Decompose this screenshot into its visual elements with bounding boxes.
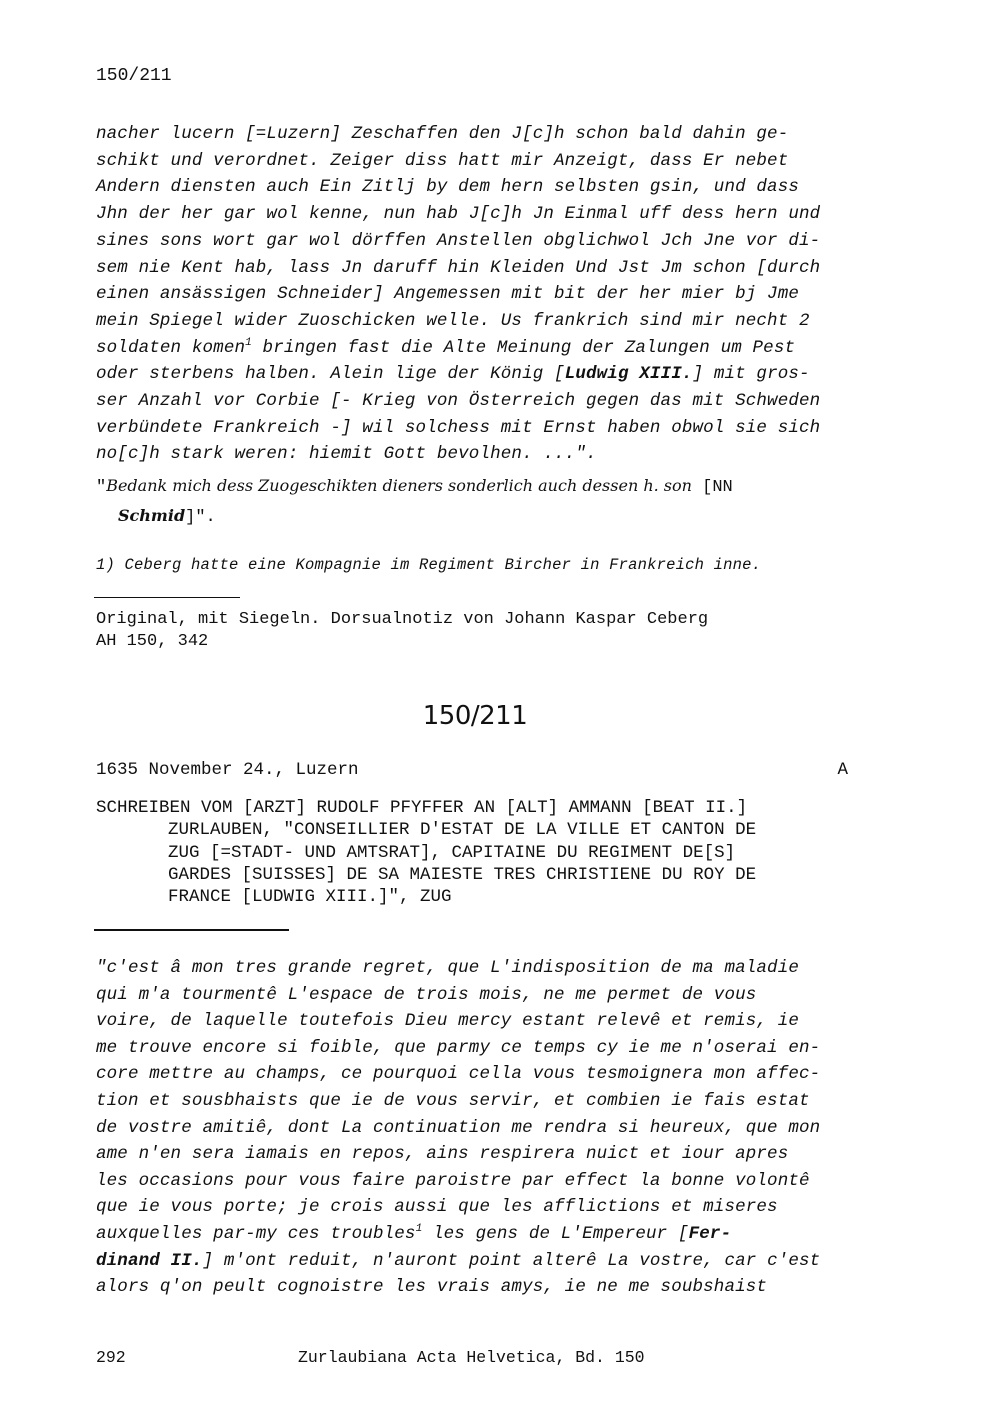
text-fragment: ] m'ont reduit, n'auront point alterê La vostre, car c'est (202, 1250, 821, 1271)
text-line: Andern diensten auch Ein Zitlj by dem hern selbsten gsin, und dass (96, 177, 800, 198)
text-line: "c'est â mon tres grande regret, que L'indisposition de ma maladie (96, 958, 800, 978)
script-name: Schmid (118, 506, 186, 525)
title-line: FRANCE [LUDWIG XIII.]", ZUG (168, 887, 452, 908)
divider (94, 597, 240, 598)
text-fragment: [NN (691, 478, 733, 497)
text-line: schikt und verordnet. Zeiger diss hatt mir Anzeigt, dass Er nebet (96, 150, 789, 171)
text-line: ame n'en sera iamais en repos, ains respirera nuict et iour apres (96, 1144, 789, 1165)
text-fragment: soldaten komen (96, 337, 246, 358)
text-line: que ie vous porte; je crois aussi que les afflictions et miseres (96, 1197, 778, 1218)
text-line: les occasions pour vous faire paroistre par effect la bonne volontê (96, 1170, 810, 1191)
letter-excerpt-2 (96, 955, 876, 1301)
text-line (96, 335, 876, 362)
title-line: ZURLAUBEN, "CONSEILLIER D'ESTAT DE LA VILLE ET CANTON DE (168, 820, 757, 841)
script-text: Bedank mich dess Zuogeschikten dieners sonderlich auch dessen h. son (106, 476, 692, 495)
text-line (96, 1221, 876, 1248)
text-line: sines sons wort gar wol dörffen Anstellen obglichwol Jch Jne vor di- (96, 230, 821, 251)
text-line: core mettre au champs, ce pourquoi cella vous tesmoignera mon affec- (96, 1064, 821, 1085)
text-line: mein Spiegel wider Zuoschicken welle. Us frankrich sind mir necht 2 (96, 310, 810, 331)
document-title (96, 797, 856, 908)
text-fragment: oder sterbens halben. Alein lige der König [ (96, 364, 565, 385)
text-line (96, 1248, 876, 1275)
text-line: alors q'on peult cognoistre les vrais amys, ie ne me soubshaist (96, 1277, 768, 1298)
person-name: Fer- (688, 1223, 732, 1244)
text-fragment: auxquelles par-my ces troubles (96, 1223, 416, 1244)
text-line: verbündete Frankreich -] wil solchess mit Ernst haben obwol sie sich (96, 417, 821, 438)
text-line: voire, de laquelle toutefois Dieu mercy estant relevê et remis, ie (96, 1011, 800, 1032)
publication-title: Zurlaubiana Acta Helvetica, Bd. 150 (298, 1348, 645, 1367)
quote-mark: " (96, 478, 107, 497)
text-fragment: ] mit gros- (692, 364, 810, 385)
text-line: ser Anzahl vor Corbie [- Krieg von Österreich gegen das mit Schweden (96, 391, 821, 412)
source-note (96, 609, 708, 653)
text-line: nacher lucern [=Luzern] Zeschaffen den J[c]h schon bald dahin ge- (96, 124, 789, 144)
source-line: AH 150, 342 (96, 632, 209, 651)
letter-excerpt-1 (96, 121, 876, 468)
text-fragment: les gens de L'Empereur [ (422, 1223, 689, 1244)
document-code: A (837, 760, 848, 780)
text-line: sem nie Kent hab, lass Jn daruff hin Kleiden Und Jst Jm schon [durch (96, 257, 821, 278)
divider (94, 929, 289, 931)
text-fragment: bringen fast die Alte Meinung der Zalungen um Pest (251, 337, 796, 358)
document-number: 150/211 (422, 701, 528, 731)
title-line: SCHREIBEN VOM [ARZT] RUDOLF PFYFFER AN [ALT] AMMANN [BEAT II.] (96, 798, 748, 818)
text-line: me trouve encore si foible, que parmy ce temps cy ie me n'oserai en- (96, 1037, 821, 1058)
text-fragment: ]". (185, 508, 216, 527)
source-line: Original, mit Siegeln. Dorsualnotiz von Johann Kaspar Ceberg (96, 610, 709, 629)
text-line: qui m'a tourmentê L'espace de trois mois, ne me permet de vous (96, 984, 757, 1005)
running-head: 150/211 (96, 66, 172, 86)
text-line: einen ansässigen Schneider] Angemessen mit bit der her mier bj Jme (96, 284, 800, 305)
text-line (96, 361, 876, 388)
text-line (96, 472, 733, 502)
text-line (96, 502, 733, 532)
footnote-marker: 1 (245, 336, 252, 349)
text-line: no[c]h stark weren: hiemit Gott bevolhen. ...". (96, 444, 597, 465)
footnote: 1) Ceberg hatte eine Kompagnie im Regiment Bircher in Frankreich inne. (96, 556, 762, 574)
postscript (96, 472, 733, 532)
text-line: de vostre amitiê, dont La continuation me rendra si heureux, que mon (96, 1117, 821, 1138)
person-name: dinand II. (96, 1250, 203, 1271)
page-number: 292 (96, 1348, 126, 1367)
footnote-marker: 1 (415, 1223, 423, 1236)
person-name: Ludwig XIII. (564, 364, 693, 385)
title-line: GARDES [SUISSES] DE SA MAIESTE TRES CHRISTIENE DU ROY DE (168, 864, 757, 885)
title-line: ZUG [=STADT- UND AMTSRAT], CAPITAINE DU REGIMENT DE[S] (168, 842, 736, 863)
dateline (96, 760, 848, 780)
text-line: Jhn der her gar wol kenne, nun hab J[c]h Jn Einmal uff dess hern und (96, 204, 821, 225)
text-line: tion et sousbhaists que ie de vous servir, et combien ie fais estat (96, 1090, 810, 1111)
date-place: 1635 November 24., Luzern (96, 760, 359, 780)
